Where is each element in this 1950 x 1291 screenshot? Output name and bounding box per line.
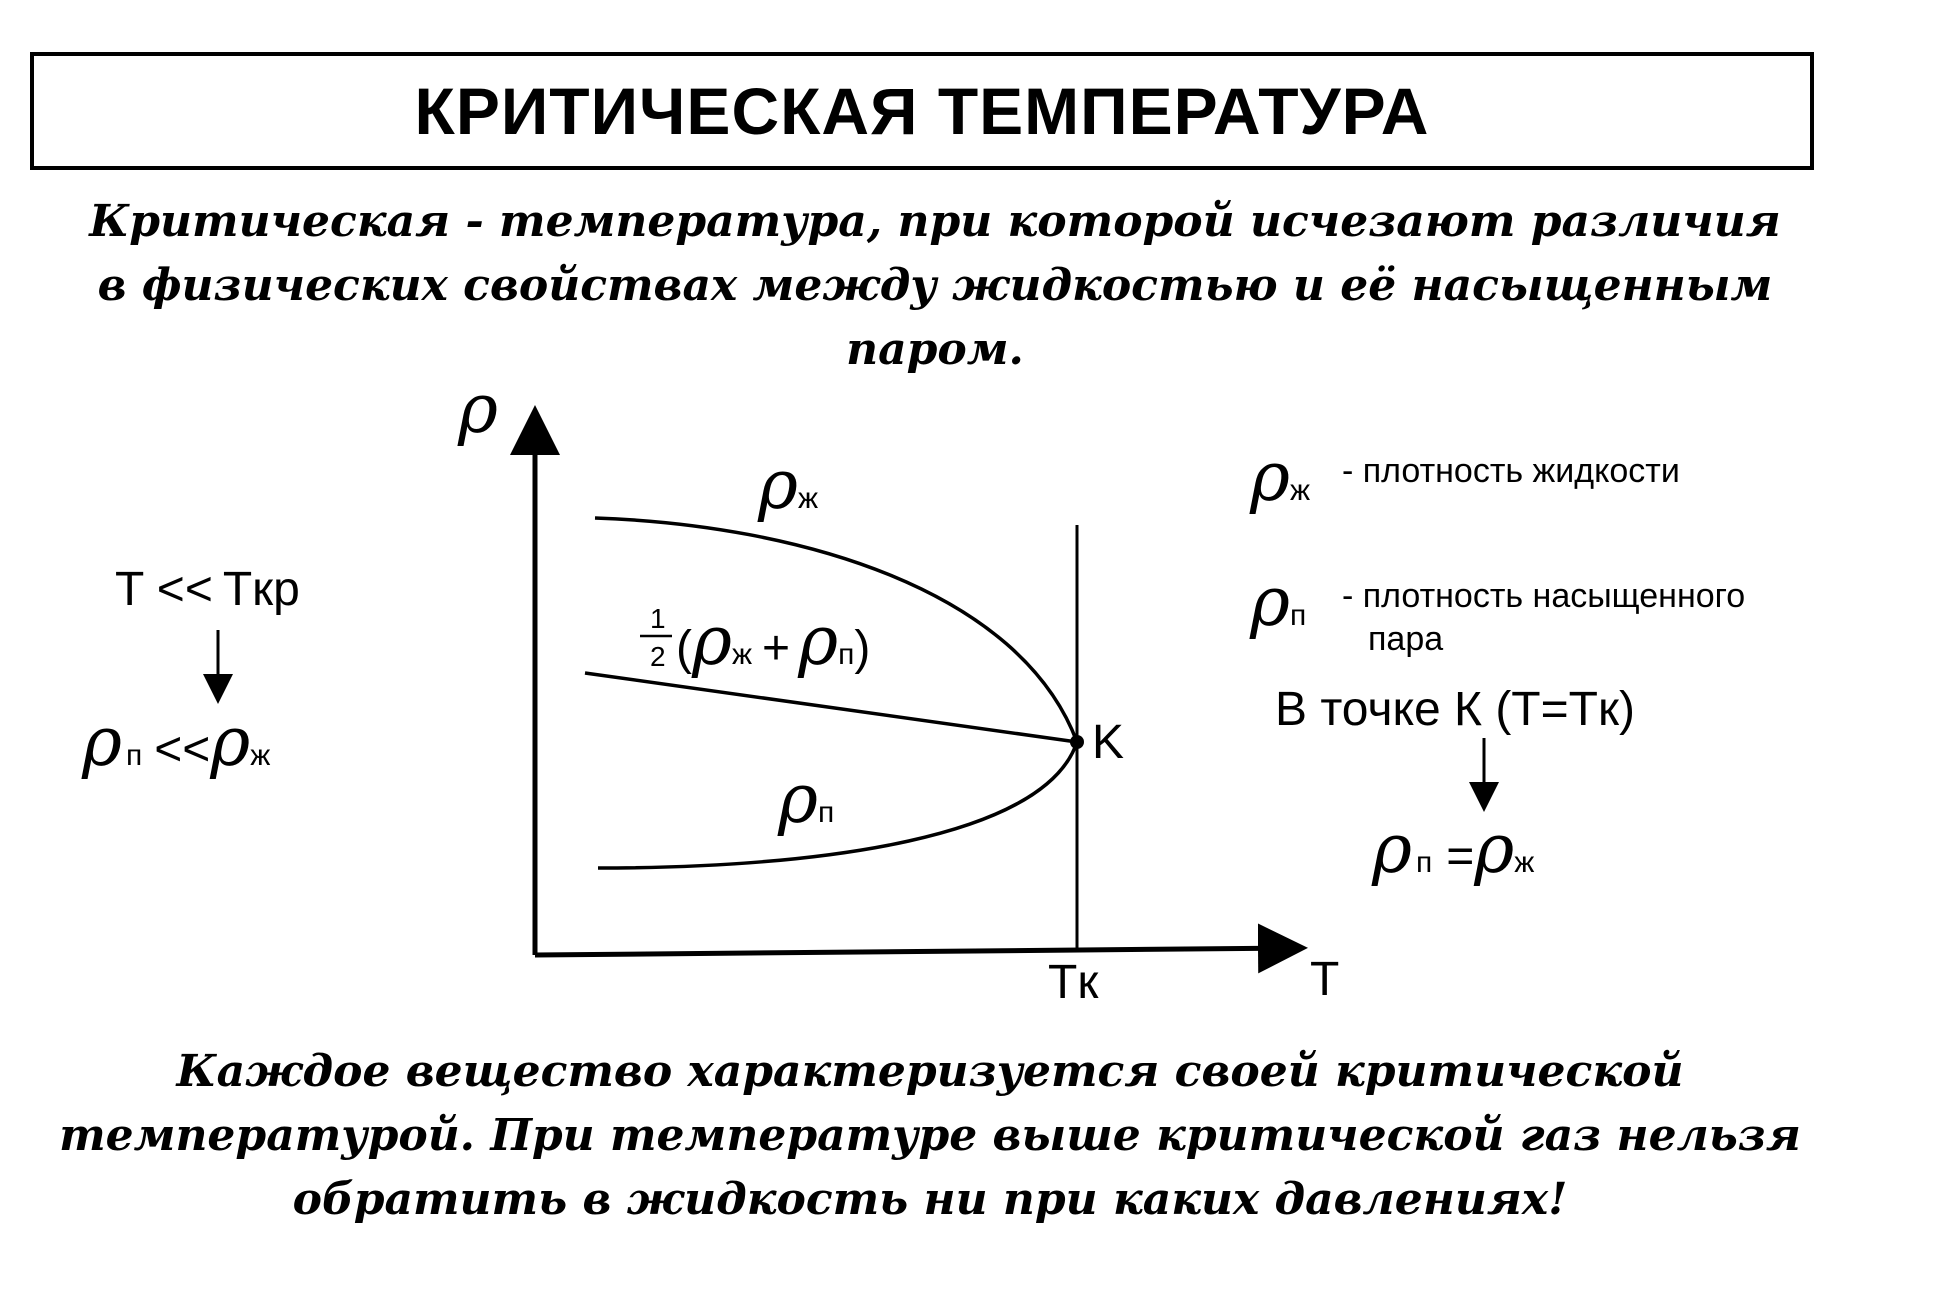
footer-line-1: Каждое вещество характеризуется своей критической	[176, 1046, 1684, 1097]
footer-line-2: температурой. При температуре выше критической газ нельзя	[59, 1110, 1801, 1161]
vapor-density-desc-1: - плотность насыщенного	[1342, 577, 1746, 615]
paren-open: (	[676, 622, 692, 675]
liquid-subscript: ж	[731, 638, 753, 671]
definition-line-2: в физических свойствах между жидкостью и её насыщенным	[97, 260, 1773, 311]
page-title: КРИТИЧЕСКАЯ ТЕМПЕРАТУРА	[414, 74, 1430, 148]
rho-symbol: ρ	[1474, 810, 1515, 889]
liquid-subscript: ж	[250, 739, 271, 772]
svg-text:(ρж+ρп)	[676, 602, 870, 681]
definition-line-3: паром.	[846, 324, 1024, 375]
svg-text:ρп<<ρж	[81, 703, 270, 782]
left-note	[81, 563, 300, 782]
definition-line-1: Критическая - температура, при которой исчезают различия	[89, 196, 1781, 247]
plus-sign: +	[762, 622, 791, 675]
mean-density-line	[585, 673, 1077, 742]
rho-symbol: ρ	[1372, 810, 1412, 889]
svg-text:T <<Tкр	[115, 563, 300, 616]
liquid-subscript: ж	[1289, 474, 1311, 507]
rho-symbol: ρ	[1250, 438, 1290, 517]
rho-symbol: ρ	[691, 602, 732, 681]
footer-text	[30, 1040, 1830, 1232]
mean-density-label	[640, 602, 870, 681]
rho-symbol: ρ	[798, 602, 839, 681]
liquid-subscript: ж	[797, 482, 819, 515]
vapor-density-desc-2: пара	[1368, 620, 1444, 658]
vapor-subscript: п	[838, 638, 855, 671]
vapor-subscript: п	[817, 796, 835, 829]
vapor-subscript: п	[1289, 599, 1307, 632]
paren-close: )	[854, 622, 871, 675]
rho-symbol: ρ	[1250, 563, 1290, 642]
x-axis	[535, 948, 1298, 955]
rho-symbol: ρ	[210, 703, 251, 782]
much-less-sign: <<	[154, 723, 211, 776]
rho-symbol: ρ	[778, 760, 818, 839]
half-numerator: 1	[650, 603, 666, 634]
half-denominator: 2	[650, 641, 666, 672]
vapor-density-curve	[598, 742, 1077, 868]
critical-point-k	[1070, 735, 1084, 749]
equals-sign: =	[1446, 830, 1475, 883]
vapor-subscript: п	[125, 739, 143, 772]
svg-text:ρп=ρж	[1371, 810, 1534, 889]
vapor-curve-label	[777, 760, 834, 839]
liquid-density-desc: - плотность жидкости	[1342, 452, 1680, 490]
rho-symbol: ρ	[82, 703, 122, 782]
y-axis-label: ρ	[458, 370, 498, 449]
liquid-curve-label	[757, 446, 818, 525]
x-axis-label: T	[1310, 953, 1340, 1006]
condition-t: T <<	[115, 563, 213, 616]
tk-label: Tк	[1048, 956, 1099, 1009]
legend	[1249, 438, 1745, 889]
condition-tkr: Tкр	[222, 563, 300, 616]
svg-text:ρж	[1249, 438, 1310, 517]
vapor-subscript: п	[1415, 846, 1433, 879]
footer-line-3: обратить в жидкость ни при каких давлениях!	[292, 1174, 1568, 1225]
svg-text:ρп	[1249, 563, 1306, 642]
critical-point-note: В точке К (T=Tк)	[1275, 683, 1635, 736]
point-k-label: K	[1092, 716, 1125, 769]
rho-symbol: ρ	[758, 446, 798, 525]
liquid-subscript: ж	[1514, 846, 1535, 879]
